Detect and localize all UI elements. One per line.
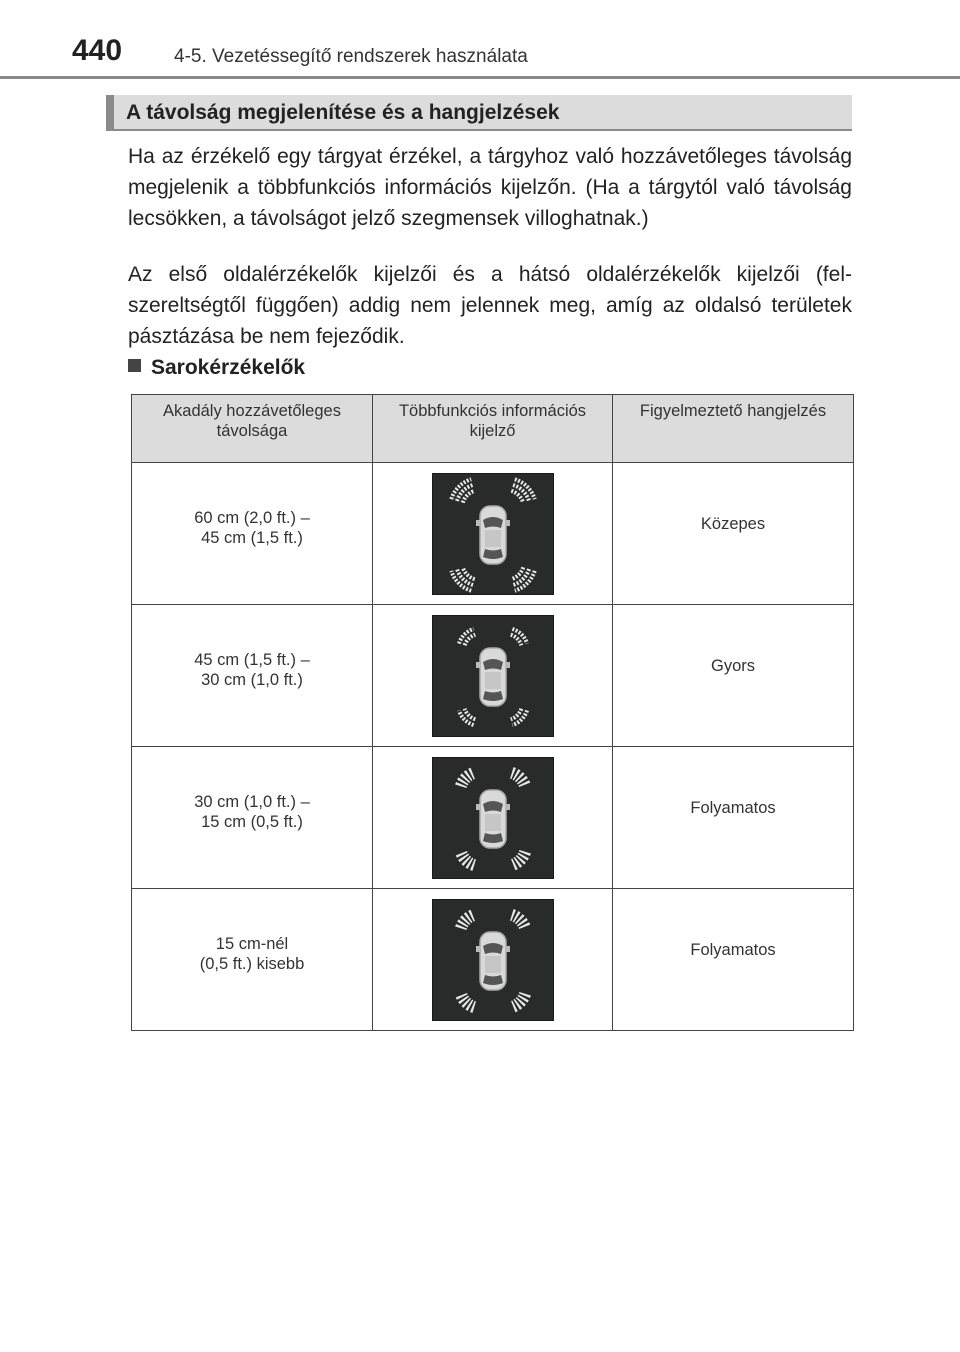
car-icon <box>476 506 510 564</box>
sensor-segment-icon <box>511 993 524 1006</box>
display-graphic <box>433 474 553 594</box>
sensor-segment-icon <box>511 567 534 590</box>
display-cell <box>373 747 613 889</box>
column-header-display: Többfunkciós információs kijelző <box>373 395 613 463</box>
sound-text: Gyors <box>710 656 755 675</box>
sensor-segment-icon <box>511 479 534 502</box>
sound-text: Folyamatos <box>690 798 776 817</box>
table-row <box>132 463 854 605</box>
column-header-sound: Figyelmeztető hangjelzés <box>613 395 854 463</box>
sound-text: Közepes <box>700 514 766 533</box>
square-bullet-icon <box>128 359 141 372</box>
column-header-distance: Akadály hozzávetőleges távolsága <box>132 395 373 463</box>
distance-cell <box>132 747 373 889</box>
car-icon <box>476 932 510 990</box>
section-title-accent <box>106 95 114 131</box>
chapter-title: 4-5. Vezetéssegítő rendszerek használata <box>174 46 528 67</box>
distance-line2: (0,5 ft.) kisebb <box>199 954 305 973</box>
sensor-segment-icon <box>451 479 474 502</box>
sensor-segment-icon <box>510 629 526 645</box>
sound-cell <box>613 889 854 1031</box>
sound-cell <box>613 747 854 889</box>
header-divider <box>0 76 960 79</box>
subheading <box>128 356 305 380</box>
sensor-segment-icon <box>511 914 524 927</box>
sound-cell <box>613 463 854 605</box>
sensor-segment-icon <box>510 708 526 724</box>
distance-line1: 45 cm (1,5 ft.) – <box>194 650 310 669</box>
sensor-segment-icon <box>460 772 473 785</box>
distance-line2: 45 cm (1,5 ft.) <box>201 528 303 547</box>
car-sensor-display-icon <box>432 615 554 737</box>
section-title-box <box>106 95 852 131</box>
distance-table <box>131 394 854 1031</box>
paragraph-2: Az első oldalérzékelők kijelzői és a hátsó oldalérzékelők kijelzői (felszereltségtől függően) addig nem jelennek meg, amíg az oldalsó területek pásztázása be nem fejeződik. <box>128 263 852 348</box>
distance-line1: 15 cm-nél <box>215 934 289 953</box>
sensor-segment-icon <box>511 851 524 864</box>
display-cell <box>373 605 613 747</box>
sensor-segment-icon <box>460 993 473 1006</box>
sensor-segment-icon <box>459 629 475 645</box>
distance-line2: 30 cm (1,0 ft.) <box>201 670 303 689</box>
distance-cell <box>132 605 373 747</box>
table-row <box>132 605 854 747</box>
page-number: 440 <box>72 34 123 67</box>
paragraph-1: Ha az érzékelő egy tárgyat érzékel, a tárgyhoz való hozzávetőleges távolság megjelenik a többfunkciós információs kijelzőn. (Ha a tárgytól való távolság lecsökken, a távolságot jelző szegmensek villoghatnak.) <box>128 145 852 230</box>
table-header-row <box>132 395 854 463</box>
distance-line1: 30 cm (1,0 ft.) – <box>194 792 310 811</box>
sensor-segment-icon <box>460 914 473 927</box>
display-graphic <box>433 758 553 878</box>
sensor-segment-icon <box>511 772 524 785</box>
distance-line2: 15 cm (0,5 ft.) <box>201 812 303 831</box>
display-cell <box>373 889 613 1031</box>
sensor-segment-icon <box>451 567 474 590</box>
sensor-segment-icon <box>459 708 475 724</box>
car-icon <box>476 790 510 848</box>
table-row <box>132 889 854 1031</box>
display-graphic <box>433 900 553 1020</box>
sensor-segment-icon <box>460 851 473 864</box>
car-icon <box>476 648 510 706</box>
distance-cell <box>132 889 373 1031</box>
subheading-text: Sarokérzékelők <box>151 356 306 379</box>
page-header <box>0 0 960 80</box>
table-row <box>132 747 854 889</box>
display-graphic <box>433 616 553 736</box>
section-title: A távolság megjelenítése és a hangjelzések <box>126 101 560 124</box>
car-sensor-display-icon <box>432 899 554 1021</box>
display-cell <box>373 463 613 605</box>
distance-cell <box>132 463 373 605</box>
sound-text: Folyamatos <box>690 940 776 959</box>
car-sensor-display-icon <box>432 757 554 879</box>
car-sensor-display-icon <box>432 473 554 595</box>
sound-cell <box>613 605 854 747</box>
distance-line1: 60 cm (2,0 ft.) – <box>194 508 310 527</box>
